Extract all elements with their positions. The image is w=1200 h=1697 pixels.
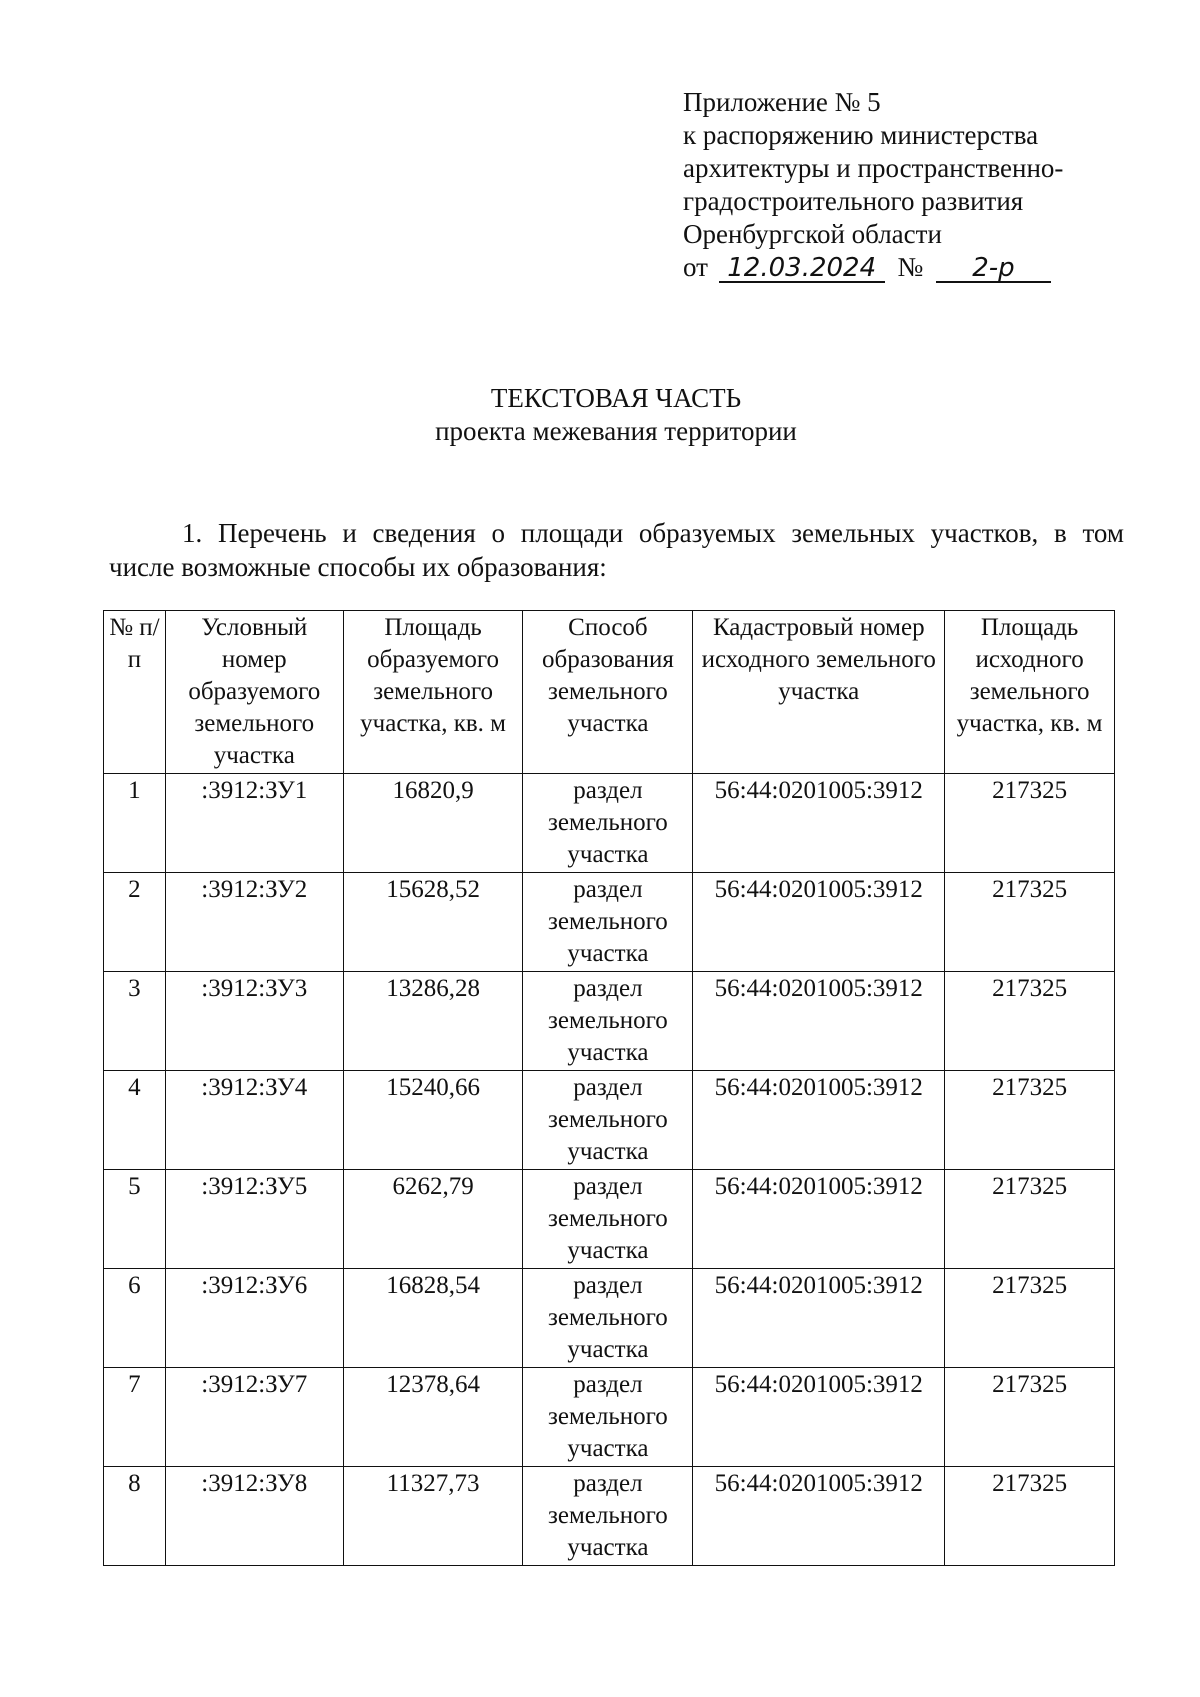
document-title xyxy=(0,382,1200,448)
cell-formation-method: раздел земельного участка xyxy=(523,774,693,873)
cell-conditional-number: :3912:ЗУ6 xyxy=(165,1269,343,1368)
cell-number: 4 xyxy=(104,1071,166,1170)
cell-formed-area: 11327,73 xyxy=(343,1467,523,1566)
cell-source-area: 217325 xyxy=(945,774,1115,873)
cell-source-area: 217325 xyxy=(945,1170,1115,1269)
appendix-title: Приложение № 5 xyxy=(683,87,881,117)
table-row xyxy=(104,1071,1115,1170)
number-label: № xyxy=(897,252,924,282)
table-row xyxy=(104,1368,1115,1467)
table-row xyxy=(104,1170,1115,1269)
cell-conditional-number: :3912:ЗУ5 xyxy=(165,1170,343,1269)
cell-formed-area: 16820,9 xyxy=(343,774,523,873)
cell-cadastral-number: 56:44:0201005:3912 xyxy=(693,1368,945,1467)
cell-cadastral-number: 56:44:0201005:3912 xyxy=(693,774,945,873)
cell-formed-area: 15240,66 xyxy=(343,1071,523,1170)
cell-number: 7 xyxy=(104,1368,166,1467)
cell-formation-method: раздел земельного участка xyxy=(523,873,693,972)
land-plots-table xyxy=(103,610,1115,1566)
appendix-line-3: архитектуры и пространственно- xyxy=(683,153,1064,183)
cell-source-area: 217325 xyxy=(945,1071,1115,1170)
cell-formed-area: 15628,52 xyxy=(343,873,523,972)
table-row xyxy=(104,1467,1115,1566)
header-source-area: Площадь исходного земельного участка, кв. м xyxy=(945,611,1115,774)
cell-number: 8 xyxy=(104,1467,166,1566)
cell-cadastral-number: 56:44:0201005:3912 xyxy=(693,972,945,1071)
cell-number: 2 xyxy=(104,873,166,972)
header-conditional-number: Условный номер образуемого земельного участка xyxy=(165,611,343,774)
cell-formation-method: раздел земельного участка xyxy=(523,972,693,1071)
table-row xyxy=(104,873,1115,972)
header-cadastral-number: Кадастровый номер исходного земельного участка xyxy=(693,611,945,774)
cell-cadastral-number: 56:44:0201005:3912 xyxy=(693,1467,945,1566)
cell-cadastral-number: 56:44:0201005:3912 xyxy=(693,1071,945,1170)
appendix-line-4: градостроительного развития xyxy=(683,186,1024,216)
cell-number: 6 xyxy=(104,1269,166,1368)
cell-formed-area: 13286,28 xyxy=(343,972,523,1071)
header-number: № п/п xyxy=(104,611,166,774)
cell-source-area: 217325 xyxy=(945,873,1115,972)
cell-conditional-number: :3912:ЗУ7 xyxy=(165,1368,343,1467)
intro-line-2: числе возможные способы их образования: xyxy=(109,552,607,582)
appendix-block xyxy=(683,86,1063,284)
cell-formation-method: раздел земельного участка xyxy=(523,1071,693,1170)
cell-cadastral-number: 56:44:0201005:3912 xyxy=(693,873,945,972)
cell-number: 3 xyxy=(104,972,166,1071)
cell-conditional-number: :3912:ЗУ8 xyxy=(165,1467,343,1566)
table-row xyxy=(104,774,1115,873)
table-header-row xyxy=(104,611,1115,774)
intro-line-1: 1. Перечень и сведения о площади образуемых земельных участков, в том xyxy=(182,518,1124,548)
cell-conditional-number: :3912:ЗУ1 xyxy=(165,774,343,873)
cell-number: 5 xyxy=(104,1170,166,1269)
header-formed-area: Площадь образуемого земельного участка, кв. м xyxy=(343,611,523,774)
cell-formation-method: раздел земельного участка xyxy=(523,1269,693,1368)
cell-formed-area: 12378,64 xyxy=(343,1368,523,1467)
cell-formation-method: раздел земельного участка xyxy=(523,1467,693,1566)
handwritten-number: 2-р xyxy=(936,255,1051,283)
appendix-line-2: к распоряжению министерства xyxy=(683,120,1039,150)
cell-cadastral-number: 56:44:0201005:3912 xyxy=(693,1170,945,1269)
from-label: от xyxy=(683,252,708,282)
cell-source-area: 217325 xyxy=(945,1467,1115,1566)
appendix-line-5: Оренбургской области xyxy=(683,219,942,249)
cell-source-area: 217325 xyxy=(945,1368,1115,1467)
cell-cadastral-number: 56:44:0201005:3912 xyxy=(693,1269,945,1368)
title-sub: проекта межевания территории xyxy=(435,416,797,446)
cell-source-area: 217325 xyxy=(945,972,1115,1071)
cell-source-area: 217325 xyxy=(945,1269,1115,1368)
cell-conditional-number: :3912:ЗУ4 xyxy=(165,1071,343,1170)
cell-number: 1 xyxy=(104,774,166,873)
cell-formation-method: раздел земельного участка xyxy=(523,1368,693,1467)
table-row xyxy=(104,972,1115,1071)
header-formation-method: Способ образования земельного участка xyxy=(523,611,693,774)
cell-conditional-number: :3912:ЗУ2 xyxy=(165,873,343,972)
appendix-date-line xyxy=(683,251,1063,284)
title-main: ТЕКСТОВАЯ ЧАСТЬ xyxy=(490,383,742,413)
cell-formed-area: 16828,54 xyxy=(343,1269,523,1368)
cell-formation-method: раздел земельного участка xyxy=(523,1170,693,1269)
intro-paragraph xyxy=(109,516,1124,584)
cell-formed-area: 6262,79 xyxy=(343,1170,523,1269)
handwritten-date: 12.03.2024 xyxy=(719,255,885,283)
cell-conditional-number: :3912:ЗУ3 xyxy=(165,972,343,1071)
table-row xyxy=(104,1269,1115,1368)
